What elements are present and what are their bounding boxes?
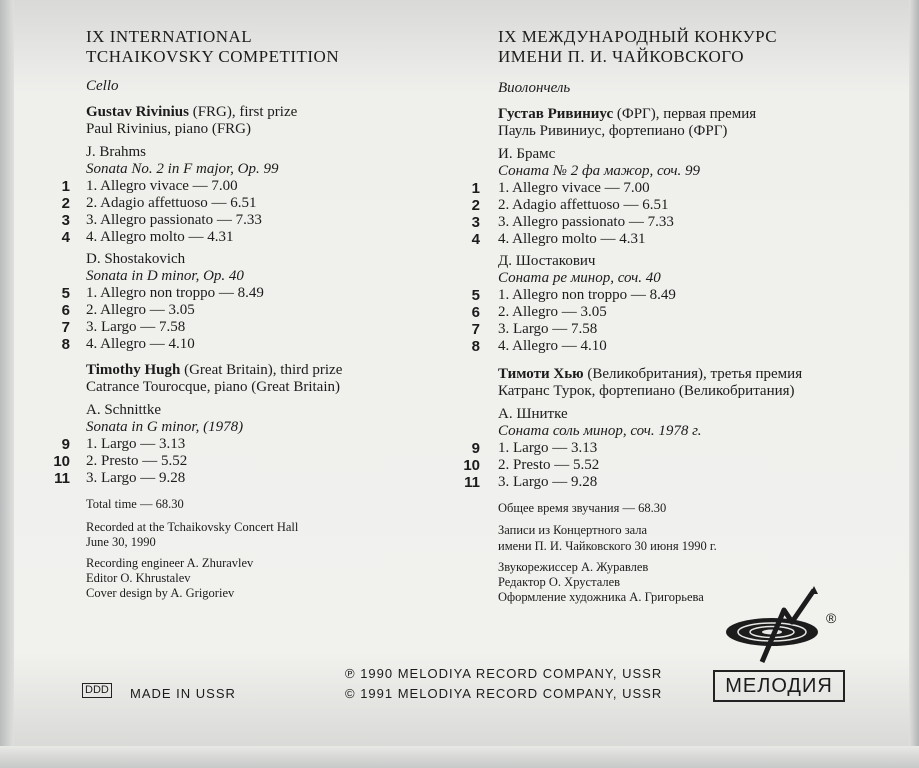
track-10-title: 2. Presto — 5.52: [86, 453, 188, 469]
track-7-title: 3. Largo — 7.58: [86, 319, 186, 335]
track-number-ru: 7: [471, 321, 480, 338]
performer-1: [86, 104, 297, 121]
cover-design-ru: Оформление художника А. Григорьева: [498, 590, 704, 604]
track-number-ru: 1: [471, 180, 480, 197]
work-2: Sonata in D minor, Op. 40: [86, 268, 244, 284]
title-line-1: IX INTERNATIONAL: [86, 27, 253, 46]
track-7-title-ru: 3. Largo — 7.58: [498, 321, 598, 337]
editor: Editor O. Khrustalev: [86, 571, 191, 585]
work-1-ru: Соната № 2 фа мажор, соч. 99: [498, 163, 701, 179]
track-number-ru: 4: [471, 231, 480, 248]
performer-2-name-ru: Тимоти Хью: [498, 366, 584, 382]
track-number-ru: 6: [471, 304, 480, 321]
melodiya-brand: МЕЛОДИЯ: [713, 670, 845, 702]
track-3-title: 3. Allegro passionato — 7.33: [86, 212, 262, 228]
instrument-category-ru: Виолончель: [498, 80, 571, 96]
track-9-title: 1. Largo — 3.13: [86, 436, 186, 452]
track-5-title: 1. Allegro non troppo — 8.49: [86, 285, 264, 301]
recorded-date: June 30, 1990: [86, 535, 156, 549]
composer-2: D. Shostakovich: [86, 251, 186, 267]
track-10-title-ru: 2. Presto — 5.52: [498, 457, 600, 473]
track-6-title: 2. Allegro — 3.05: [86, 302, 195, 318]
copyright-line: © 1991 MELODIYA RECORD COMPANY, USSR: [345, 686, 663, 701]
instrument-category: Cello: [86, 78, 119, 94]
track-number: 9: [61, 436, 70, 453]
track-number-ru: 3: [471, 214, 480, 231]
performer-2-prize-ru: (Великобритания), третья премия: [583, 366, 803, 382]
performer-1-ru: [498, 106, 756, 123]
track-number-ru: 9: [471, 440, 480, 457]
track-number: 2: [61, 195, 70, 212]
performer-2: [86, 362, 342, 379]
jewel-case-left-edge: [0, 0, 14, 768]
track-4-title: 4. Allegro molto — 4.31: [86, 229, 234, 245]
track-number: 1: [61, 178, 70, 195]
recorded-at: Recorded at the Tchaikovsky Concert Hall: [86, 520, 299, 534]
title-line-2-ru: ИМЕНИ П. И. ЧАЙКОВСКОГО: [498, 47, 744, 66]
track-number-ru: 2: [471, 197, 480, 214]
track-number-ru: 11: [464, 474, 480, 491]
composer-1: J. Brahms: [86, 144, 146, 160]
performer-1-name-ru: Густав Ривиниус: [498, 106, 614, 122]
recording-engineer-ru: Звукорежиссер А. Журавлев: [498, 560, 649, 574]
track-8-title: 4. Allegro — 4.10: [86, 336, 195, 352]
ddd-badge: DDD: [82, 683, 112, 698]
performer-1-prize: (FRG), first prize: [188, 104, 298, 120]
track-number: 3: [61, 212, 70, 229]
track-9-title-ru: 1. Largo — 3.13: [498, 440, 598, 456]
made-in-ussr: MADE IN USSR: [130, 686, 236, 701]
work-3: Sonata in G minor, (1978): [86, 419, 244, 435]
track-1-title-ru: 1. Allegro vivace — 7.00: [498, 180, 650, 196]
track-2-title: 2. Adagio affettuoso — 6.51: [86, 195, 257, 211]
track-number: 8: [61, 336, 70, 353]
track-number-ru: 5: [471, 287, 480, 304]
melodiya-logo-icon: [722, 582, 842, 664]
track-8-title-ru: 4. Allegro — 4.10: [498, 338, 607, 354]
performer-1-name: Gustav Rivinius: [86, 104, 189, 120]
performer-1-prize-ru: (ФРГ), первая премия: [613, 106, 757, 122]
composer-2-ru: Д. Шостакович: [498, 253, 596, 269]
phonogram-copyright: ℗ 1990 MELODIYA RECORD COMPANY, USSR: [345, 666, 663, 681]
track-number: 10: [53, 453, 70, 470]
track-number: 6: [61, 302, 70, 319]
recorded-date-ru: имени П. И. Чайковского 30 июня 1990 г.: [498, 539, 717, 553]
total-time: Total time — 68.30: [86, 497, 184, 511]
composer-3-ru: А. Шнитке: [498, 406, 568, 422]
work-3-ru: Соната соль минор, соч. 1978 г.: [498, 423, 702, 439]
jewel-case-bottom-edge: [0, 746, 919, 768]
performer-2-name: Timothy Hugh: [86, 362, 181, 378]
track-number: 11: [54, 470, 70, 487]
total-time-ru: Общее время звучания — 68.30: [498, 501, 667, 515]
recording-engineer: Recording engineer A. Zhuravlev: [86, 556, 254, 570]
track-number: 5: [61, 285, 70, 302]
jewel-case-right-edge: [909, 0, 919, 768]
pianist-1-ru: Пауль Ривиниус, фортепиано (ФРГ): [498, 123, 728, 139]
editor-ru: Редактор О. Хрусталев: [498, 575, 621, 589]
pianist-2-ru: Катранс Турок, фортепиано (Великобритания): [498, 383, 795, 399]
composer-3: A. Schnittke: [86, 402, 161, 418]
work-2-ru: Соната ре минор, соч. 40: [498, 270, 661, 286]
track-11-title-ru: 3. Largo — 9.28: [498, 474, 598, 490]
performer-2-prize: (Great Britain), third prize: [180, 362, 343, 378]
track-3-title-ru: 3. Allegro passionato — 7.33: [498, 214, 674, 230]
pianist-2: Catrance Tourocque, piano (Great Britain): [86, 379, 340, 395]
work-1: Sonata No. 2 in F major, Op. 99: [86, 161, 279, 177]
track-number: 7: [61, 319, 70, 336]
track-11-title: 3. Largo — 9.28: [86, 470, 186, 486]
registered-mark: ®: [826, 610, 837, 626]
composer-1-ru: И. Брамс: [498, 146, 556, 162]
performer-2-ru: [498, 366, 802, 383]
track-4-title-ru: 4. Allegro molto — 4.31: [498, 231, 646, 247]
track-number: 4: [61, 229, 70, 246]
title-line-2: TCHAIKOVSKY COMPETITION: [86, 47, 340, 66]
track-number-ru: 8: [471, 338, 480, 355]
track-number-ru: 10: [463, 457, 480, 474]
title-line-1-ru: IX МЕЖДУНАРОДНЫЙ КОНКУРС: [498, 27, 778, 46]
recorded-at-ru: Записи из Концертного зала: [498, 523, 648, 537]
track-5-title-ru: 1. Allegro non troppo — 8.49: [498, 287, 676, 303]
track-2-title-ru: 2. Adagio affettuoso — 6.51: [498, 197, 669, 213]
track-1-title: 1. Allegro vivace — 7.00: [86, 178, 238, 194]
pianist-1: Paul Rivinius, piano (FRG): [86, 121, 252, 137]
cover-design: Cover design by A. Grigoriev: [86, 586, 235, 600]
track-6-title-ru: 2. Allegro — 3.05: [498, 304, 607, 320]
